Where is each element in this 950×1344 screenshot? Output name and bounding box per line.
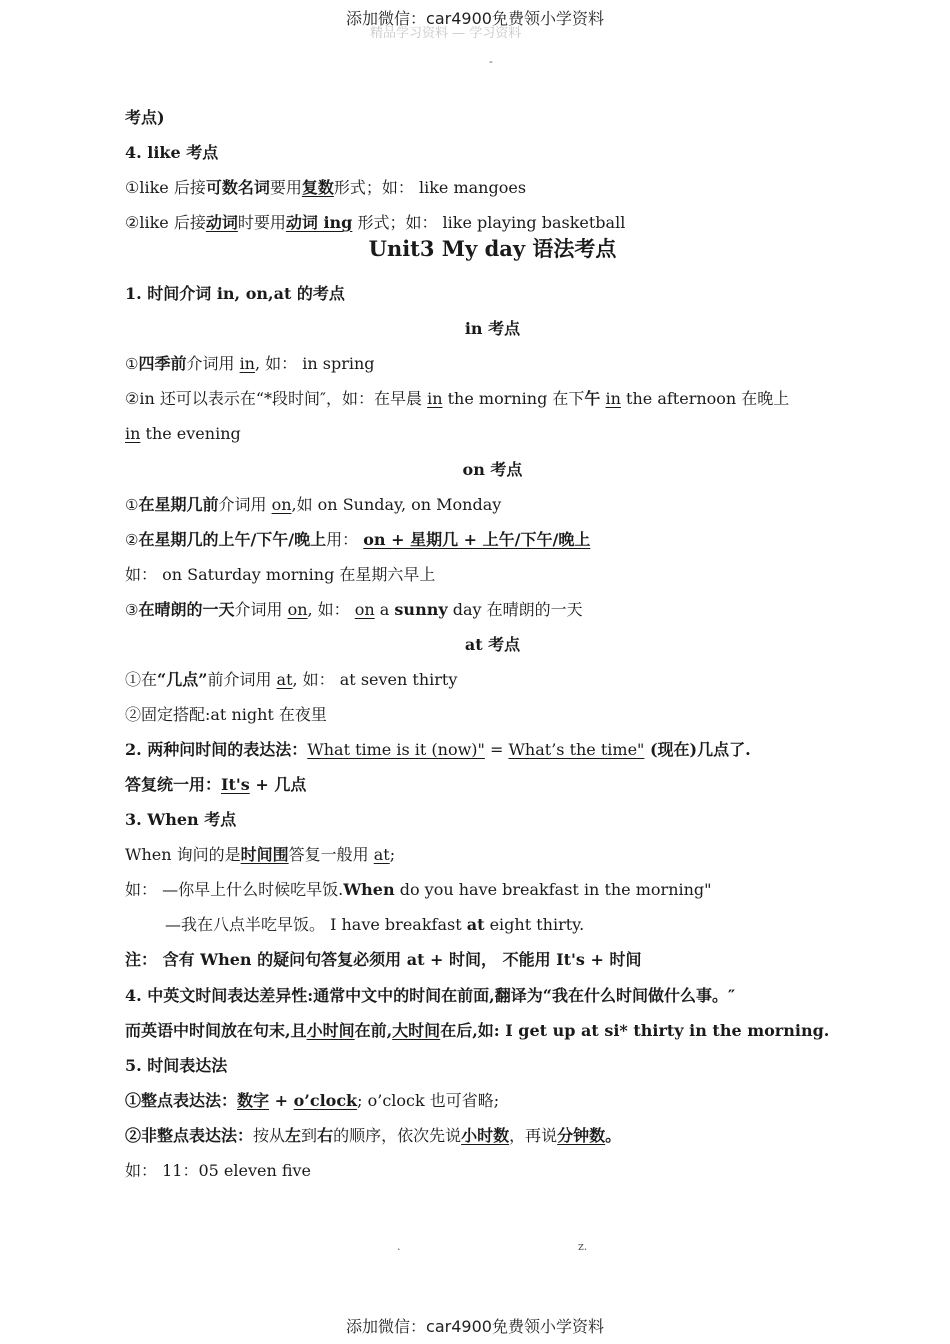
non-whole-hour-rule: ②非整点表达法：按从左到右的顺序，依次先说小时数，再说分钟数。 <box>125 1126 622 1145</box>
section-1-heading: 1. 时间介词 in, on,at 的考点 <box>125 284 345 303</box>
faint-header-text: 精品学习资料 — 学习资料 <box>370 26 522 41</box>
on-rule-2: ②在星期几的上午/下午/晚上用： on + 星期几 + 上午/下午/晚上 <box>125 530 591 549</box>
section-3-heading: 3. When 考点 <box>125 810 237 829</box>
top-watermark-banner: 添加微信：car4900免费领小学资料 <box>346 9 604 28</box>
in-rule-1: ①四季前介词用 in, 如： in spring <box>125 354 375 373</box>
when-rule: When 询问的是时间围答复一般用 at; <box>125 845 396 864</box>
section-4-line-1: 4. 中英文时间表达差异性:通常中文中的时间在前面,翻译为“我在什么时间做什么事。″ <box>125 986 736 1005</box>
bottom-watermark-banner: 添加微信：car4900免费领小学资料 <box>346 1317 604 1336</box>
in-rule-2-cont: in the evening <box>125 424 241 443</box>
section-like-heading: 4. like 考点 <box>125 143 219 162</box>
like-rule-1: ①like 后接可数名词要用复数形式；如： like mangoes <box>125 178 527 197</box>
header-dash: - <box>489 55 493 68</box>
section-2-line: 2. 两种问时间的表达法：What time is it (now)" = What’s the time" (现在)几点了. <box>125 740 751 759</box>
whole-hour-rule: ①整点表达法：数字 + o’clock; o’clock 也可省略; <box>125 1091 500 1110</box>
at-rule-2: ②固定搭配:at night 在夜里 <box>125 705 327 724</box>
continued-heading: 考点) <box>125 108 165 127</box>
like-rule-2: ②like 后接动词时要用动词 ing 形式；如： like playing basketball <box>125 213 626 232</box>
footer-dot-left: . <box>397 1240 401 1253</box>
on-example: 如： on Saturday morning 在星期六早上 <box>125 565 436 584</box>
in-subheading: in 考点 <box>464 319 521 338</box>
on-rule-1: ①在星期几前介词用 on,如 on Sunday, on Monday <box>125 495 502 514</box>
answer-rule: 答复统一用：It's + 几点 <box>125 775 307 794</box>
footer-dot-right: z. <box>578 1240 588 1253</box>
when-note: 注： 含有 When 的疑问句答复必须用 at + 时间， 不能用 It's + 时间 <box>125 950 642 969</box>
in-rule-2: ②in 还可以表示在“*段时间″，如：在早晨 in the morning 在下午 in the afternoon 在晚上 <box>125 389 790 408</box>
at-subheading: at 考点 <box>464 635 521 654</box>
unit-title: Unit3 My day 语法考点 <box>368 236 617 261</box>
at-rule-1: ①在“几点”前介词用 at, 如： at seven thirty <box>125 670 458 689</box>
time-example: 如： 11：05 eleven five <box>125 1161 312 1180</box>
on-rule-3: ③在晴朗的一天介词用 on, 如： on a sunny day 在晴朗的一天 <box>125 600 583 619</box>
on-subheading: on 考点 <box>462 460 523 479</box>
section-5-heading: 5. 时间表达法 <box>125 1056 228 1075</box>
section-4-line-2: 而英语中时间放在句末,且小时间在前,大时间在后,如: I get up at si* thirty in the morning. <box>125 1021 830 1040</box>
when-example-question: 如： —你早上什么时候吃早饭.When do you have breakfast in the morning" <box>125 880 712 899</box>
when-example-answer: —我在八点半吃早饭。 I have breakfast at eight thirty. <box>165 915 585 934</box>
